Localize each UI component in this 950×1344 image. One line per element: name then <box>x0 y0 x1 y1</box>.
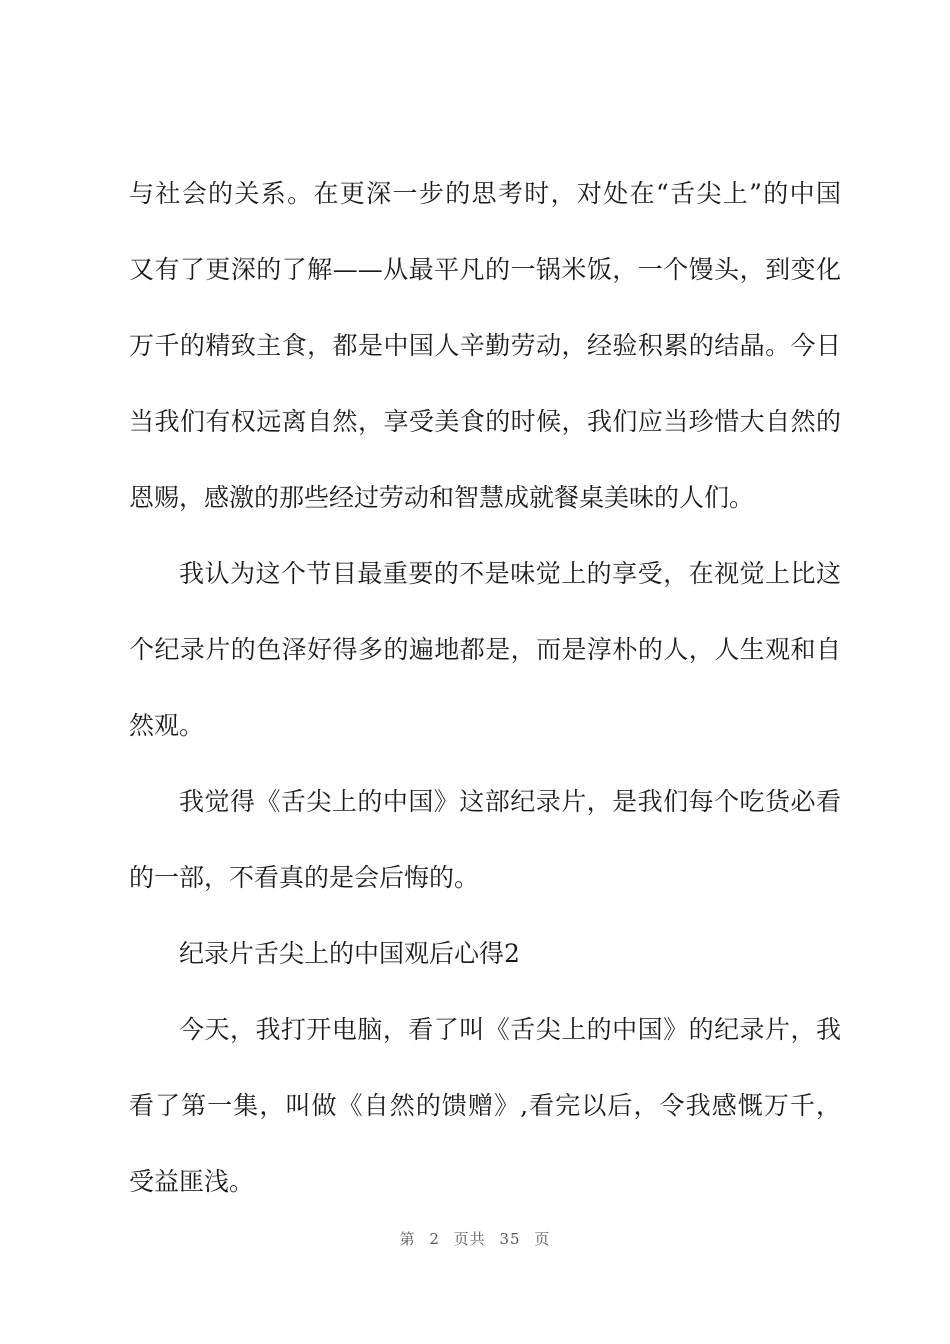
paragraph-line: 恩赐，感激的那些经过劳动和智慧成就餐桌美味的人们。 <box>129 483 755 512</box>
paragraph-line: 受益匪浅。 <box>129 1167 255 1196</box>
paragraph-line: 万千的精致主食，都是中国人辛勤劳动，经验积累的结晶。今日 <box>129 331 841 360</box>
paragraph-line: 又有了更深的了解——从最平凡的一锅米饭，一个馒头，到变化 <box>129 255 841 284</box>
page-number-footer: 第 2 页共 35 页 <box>399 1230 551 1248</box>
paragraph-line: 我觉得《舌尖上的中国》这部纪录片，是我们每个吃货必看 <box>179 787 841 816</box>
section-heading: 纪录片舌尖上的中国观后心得2 <box>179 939 520 968</box>
paragraph-line: 当我们有权远离自然，享受美食的时候，我们应当珍惜大自然的 <box>129 407 841 436</box>
document-body <box>129 166 841 1230</box>
paragraph-line: 今天，我打开电脑，看了叫《舌尖上的中国》的纪录片，我 <box>179 1015 841 1044</box>
paragraph-line: 与社会的关系。在更深一步的思考时，对处在“舌尖上”的中国 <box>129 179 841 208</box>
paragraph-line: 个纪录片的色泽好得多的遍地都是，而是淳朴的人，人生观和自 <box>129 635 841 664</box>
paragraph-line: 的一部，不看真的是会后悔的。 <box>129 863 480 892</box>
paragraph-line: 我认为这个节目最重要的不是味觉上的享受，在视觉上比这 <box>179 559 841 588</box>
paragraph-line: 然观。 <box>129 711 205 740</box>
paragraph-line: 看了第一集，叫做《自然的馈赠》,看完以后，令我感慨万千， <box>129 1091 841 1120</box>
